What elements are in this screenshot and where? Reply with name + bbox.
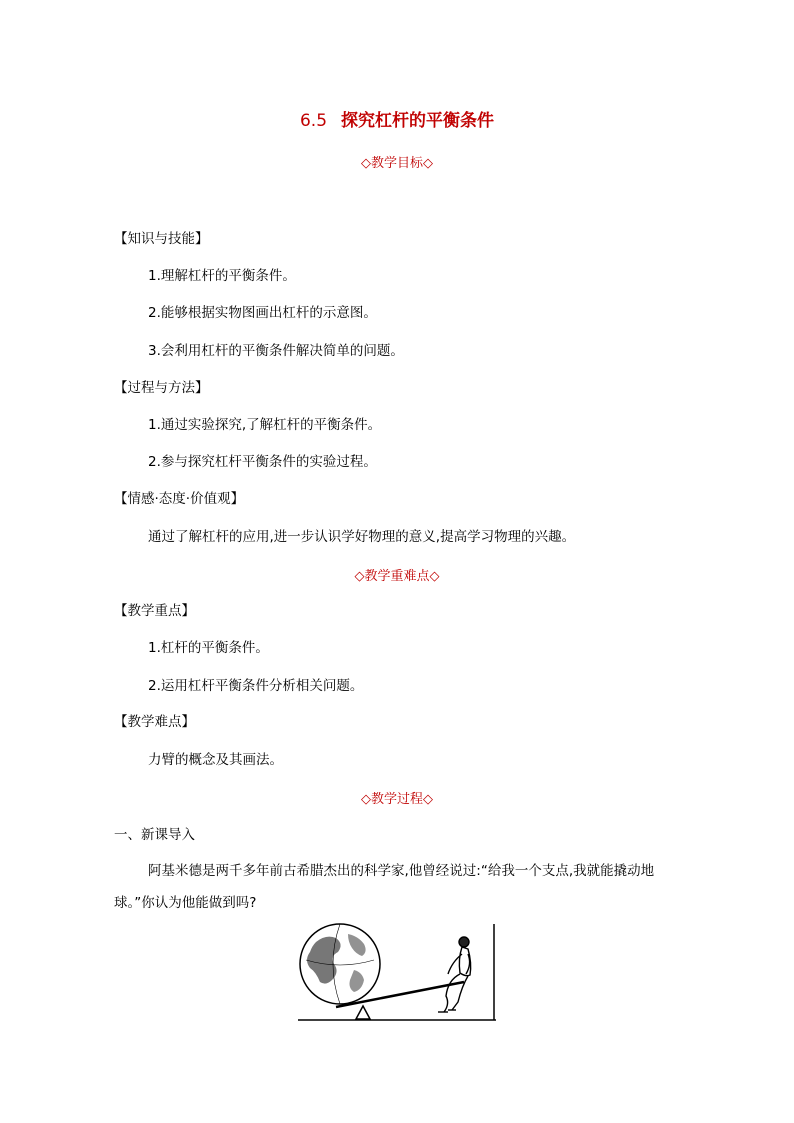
emotion-text: 通过了解杠杆的应用,进一步认识学好物理的意义,提高学习物理的兴趣。 (148, 529, 576, 545)
title-number: 6.5 (299, 111, 328, 131)
focus-item-1: 1.杠杆的平衡条件。 (148, 640, 269, 656)
title-text: 探究杠杆的平衡条件 (341, 111, 495, 131)
knowledge-item-2: 2.能够根据实物图画出杠杆的示意图。 (148, 305, 377, 321)
section-key-points: ◇教学重难点◇ (354, 569, 440, 584)
focus-heading: 【教学重点】 (114, 603, 195, 619)
method-item-1: 1.通过实验探究,了解杠杆的平衡条件。 (148, 417, 382, 433)
section-goals: ◇教学目标◇ (361, 156, 433, 171)
archimedes-lever-illustration (296, 920, 498, 1024)
emotion-heading: 【情感·态度·价值观】 (114, 491, 245, 507)
difficulty-heading: 【教学难点】 (114, 714, 195, 730)
method-item-2: 2.参与探究杠杆平衡条件的实验过程。 (148, 454, 377, 470)
focus-item-2: 2.运用杠杆平衡条件分析相关问题。 (148, 678, 364, 694)
knowledge-item-3: 3.会利用杠杆的平衡条件解决简单的问题。 (148, 343, 404, 359)
earth-globe (300, 924, 380, 1004)
page-title (0, 106, 794, 131)
method-heading: 【过程与方法】 (114, 380, 209, 396)
archimedes-figure (438, 937, 471, 1012)
knowledge-item-1: 1.理解杠杆的平衡条件。 (148, 268, 296, 284)
intro-heading: 一、新课导入 (114, 827, 195, 843)
section-process: ◇教学过程◇ (361, 792, 433, 807)
knowledge-heading: 【知识与技能】 (114, 231, 209, 247)
intro-paragraph: 阿基米德是两千多年前古希腊杰出的科学家,他曾经说过:“给我一个支点,我就能撬动地球。”你认为他能做到吗? (114, 863, 655, 911)
difficulty-text: 力臂的概念及其画法。 (148, 752, 283, 768)
fulcrum-triangle (356, 1006, 370, 1019)
